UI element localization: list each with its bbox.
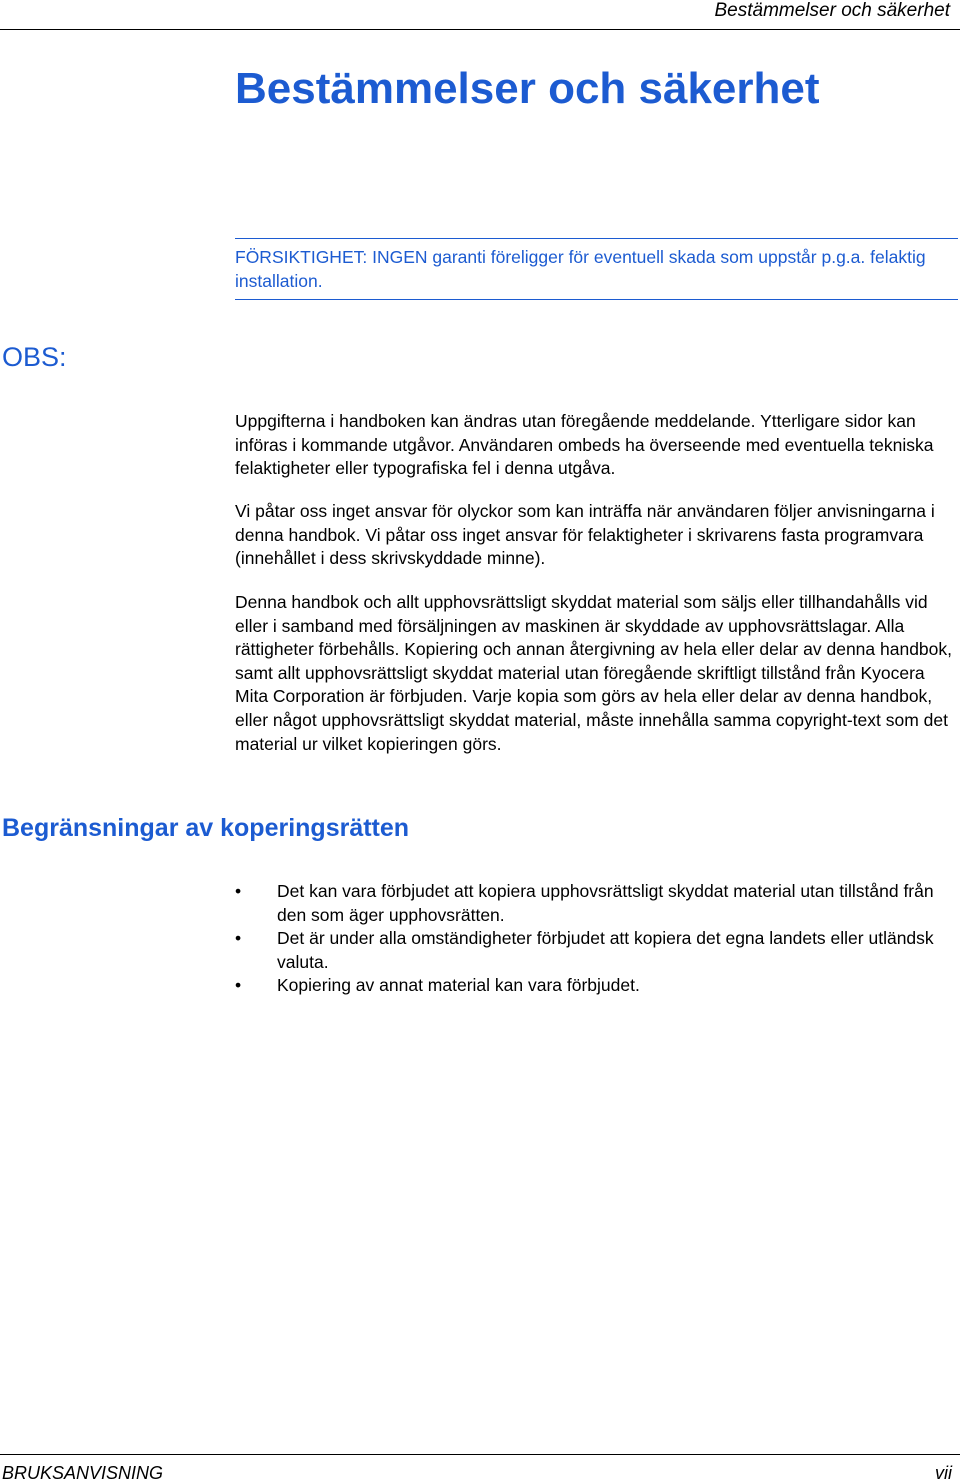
caution-text: INGEN garanti föreligger för eventuell skada som uppstår p.g.a. felaktig installation. — [235, 247, 926, 291]
list-item-text: Det kan vara förbjudet att kopiera upphovsrättsligt skyddat material utan tillstånd från den som äger upphovsrätten. — [277, 881, 934, 925]
list-item — [235, 927, 957, 974]
list-item — [235, 880, 957, 927]
page-title: Bestämmelser och säkerhet — [235, 64, 820, 113]
caution-note — [235, 245, 957, 293]
list-item-text: Kopiering av annat material kan vara förbjudet. — [277, 975, 640, 996]
caution-label: FÖRSIKTIGHET: — [235, 247, 368, 267]
footer-rule — [0, 1454, 960, 1455]
footer-page-number: vii — [935, 1463, 952, 1483]
header-rule — [0, 29, 960, 30]
bullet-icon: • — [235, 881, 242, 901]
restrictions-heading: Begränsningar av koperingsrätten — [2, 814, 410, 842]
running-header: Bestämmelser och säkerhet — [714, 0, 950, 21]
caution-rule-bottom — [235, 299, 958, 300]
obs-paragraph-3: Denna handbok och allt upphovsrättsligt skyddat material som säljs eller tillhandahålls vid eller i samband med försäljningen av maskinen är skyddade av upphovsrättslagar. Alla rättigheter förbehålls. Kopiering och annan återgivning av hela eller delar av denna handbok, samt allt upphovsrättsligt skyddat material utan föregående skriftligt tillstånd från Kyocera Mita Corporation är förbjuden. Varje kopia som görs av hela eller delar av denna handbok, eller något upphovsrättsligt skyddat material, måste innehålla samma copyright-text som det material ur vilket kopieringen görs. — [235, 592, 953, 754]
caution-rule-top — [235, 238, 958, 239]
obs-paragraph-2: Vi påtar oss inget ansvar för olyckor som kan inträffa när användaren följer anvisningarna i denna handbok. Vi påtar oss inget ansvar för felaktigheter i skrivarens fasta programvara (innehållet i dess skrivskyddade minne). — [235, 501, 935, 569]
footer-manual-name: BRUKSANVISNING — [2, 1463, 164, 1483]
list-item — [235, 974, 957, 998]
bullet-icon: • — [235, 928, 242, 949]
obs-heading: OBS: — [2, 342, 67, 372]
restrictions-list — [235, 880, 957, 998]
list-item-text: Det är under alla omständigheter förbjudet att kopiera det egna landets eller utländsk valuta. — [277, 928, 934, 972]
obs-paragraph-1: Uppgifterna i handboken kan ändras utan föregående meddelande. Ytterligare sidor kan införas i kommande utgåvor. Användaren ombeds ha överseende med eventuella tekniska felaktigheter eller typografiska fel i denna utgåva. — [235, 411, 934, 479]
bullet-icon: • — [235, 975, 242, 996]
